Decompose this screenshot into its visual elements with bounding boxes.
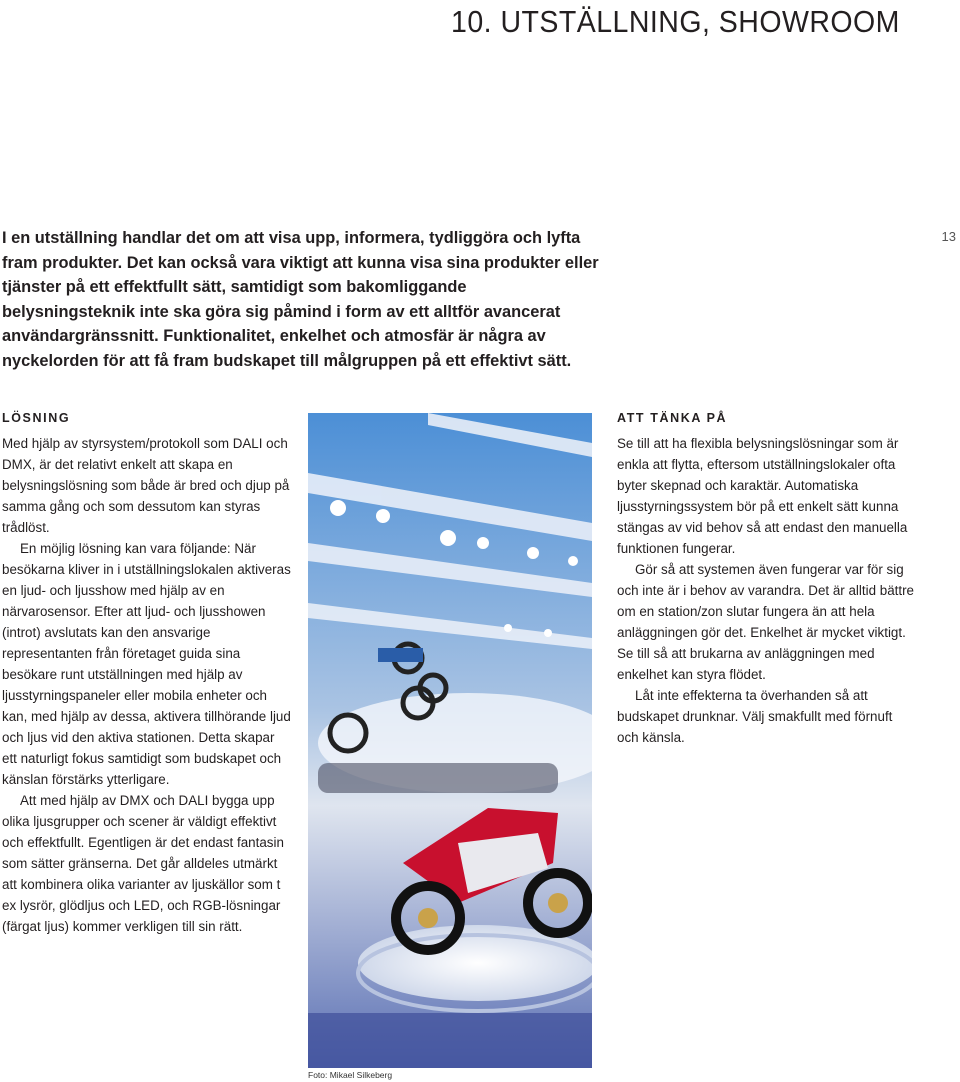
- tanka-paragraph-1: Se till att ha flexibla belysningslösningar som är enkla att flytta, eftersom utställningslokaler ofta byter skepnad och karaktär. Automatiska ljusstyrningssystem bör på ett enkelt sätt kunna stängas av vid behov så att endast den manuella funktionen fungerar.: [617, 436, 908, 556]
- page-title: 10. UTSTÄLLNING, SHOWROOM: [451, 4, 900, 39]
- tanka-paragraph-2: Gör så att systemen även fungerar var för sig och inte är i behov av varandra. Det är alltid bättre om en station/zon slutar fungera än att hela anläggningen gör det. Enkelhet är mycket viktigt. Se till så att brukarna av anläggningen med enkelhet kan styra flödet.: [617, 562, 914, 682]
- losning-paragraph-2: En möjlig lösning kan vara följande: När besökarna kliver in i utställningslokalen aktiveras en ljud- och ljusshow med hjälp av en närvarosensor. Efter att ljud- och ljusshowen (introt) avslutats kan den ansvarige representanten från företaget guida sina besökare runt utställningen med hjälp av ljusstyrningspaneler eller mobila enheter och kan, med hjälp av dessa, aktivera tillhörande ljud och ljus vid den aktiva stationen. Detta skapar ett naturligt fokus samtidigt som budskapet och känslan förstärks ytterligare.: [2, 541, 291, 787]
- page-number: 13: [941, 229, 956, 244]
- showroom-photo: [308, 413, 592, 1068]
- tanka-heading: ATT TÄNKA PÅ: [617, 411, 728, 425]
- tanka-column: [617, 408, 917, 748]
- losning-heading: LÖSNING: [2, 411, 71, 425]
- photo-credit: Foto: Mikael Silkeberg: [308, 1070, 393, 1080]
- losning-paragraph-1: Med hjälp av styrsystem/protokoll som DALI och DMX, är det relativt enkelt att skapa en belysningslösning som både är bred och djup på samma gång och som dessutom kan styras trådlöst.: [2, 436, 290, 535]
- intro-paragraph: I en utställning handlar det om att visa upp, informera, tydliggöra och lyfta fram produkter. Det kan också vara viktigt att kunna visa sina produkter eller tjänster på ett effektfullt sätt, samtidigt som bakomliggande belysningsteknik inte ska göra sig påmind i form av ett alltför avancerat användargränssnitt. Funktionalitet, enkelhet och atmosfär är några av nyckelorden för att få fram budskapet till målgruppen på ett effektivt sätt.: [2, 229, 599, 370]
- tanka-paragraph-3: Låt inte effekterna ta överhanden så att budskapet drunknar. Välj smakfullt med förnuft och känsla.: [617, 688, 893, 745]
- losning-column: [2, 408, 292, 937]
- losning-paragraph-3: Att med hjälp av DMX och DALI bygga upp olika ljusgrupper och scener är väldigt effektivt och effektfullt. Egentligen är det endast fantasin som sätter gränserna. Det går alldeles utmärkt att kombinera olika varianter av ljuskällor som t ex lysrör, glödljus och LED, och RGB-lösningar (färgat ljus) kommer verkligen till sin rätt.: [2, 793, 284, 934]
